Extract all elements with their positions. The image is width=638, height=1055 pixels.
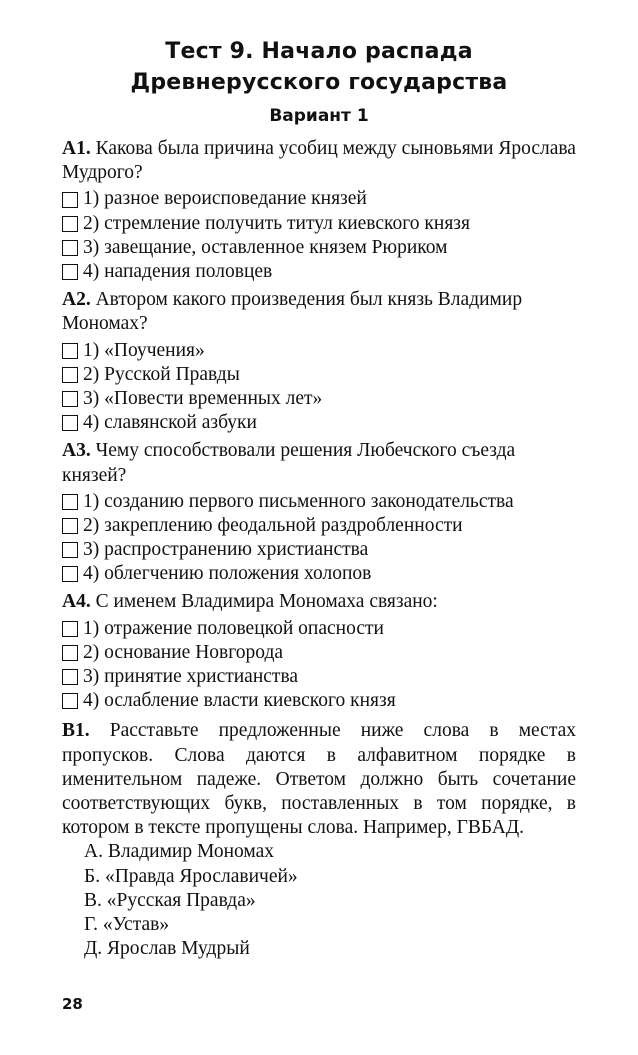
question-number: А3. (62, 440, 91, 462)
checkbox[interactable] (62, 669, 78, 685)
answer-option[interactable] (62, 514, 576, 538)
question-number: В1. (62, 720, 90, 742)
question-text (62, 590, 576, 614)
option-label: 4) ослабление власти киевского князя (83, 690, 396, 712)
question-b1 (62, 719, 576, 840)
checkbox[interactable] (62, 216, 78, 232)
test-title (0, 36, 638, 98)
answer-option[interactable] (62, 212, 576, 236)
question-number: А1. (62, 138, 91, 159)
option-label: 1) созданию первого письменного законодательства (83, 490, 514, 512)
variant-heading: Вариант 1 (269, 106, 369, 126)
question-a3 (62, 439, 576, 586)
list-item: Б. «Правда Ярославичей» (84, 865, 298, 887)
answer-option[interactable] (62, 665, 576, 689)
checkbox[interactable] (62, 264, 78, 280)
checkbox[interactable] (62, 192, 78, 208)
checkbox[interactable] (62, 240, 78, 256)
question-number: А4. (62, 591, 91, 613)
question-text (62, 137, 576, 185)
list-item: А. Владимир Мономах (84, 841, 275, 863)
option-label: 4) облегчению положения холопов (83, 563, 372, 585)
question-prompt: Расставьте предложенные ниже слова в местах пропусков. Слова даются в алфавитном порядке в именительном падеже. Ответом должно быть сочетание соответствующих букв, поставленных в том порядке, в котором в тексте пропущены слова. Например, ГВБАД. (62, 720, 577, 839)
question-prompt: Автором какого произведения был князь Владимир Мономах? (62, 289, 523, 335)
checkbox[interactable] (62, 566, 78, 582)
answer-option[interactable] (62, 411, 576, 435)
question-a1 (62, 137, 576, 284)
answer-option[interactable] (62, 363, 576, 387)
question-a4 (62, 590, 576, 713)
list-item: Д. Ярослав Мудрый (84, 938, 250, 960)
answer-option[interactable] (62, 236, 576, 260)
title-line-1: Тест 9. Начало распада (165, 39, 473, 64)
answer-option[interactable] (62, 562, 576, 586)
option-label: 4) нападения половцев (83, 260, 273, 282)
test-content (62, 137, 576, 961)
option-label: 3) распространению христианства (83, 539, 369, 561)
question-prompt: С именем Владимира Мономаха связано: (95, 591, 438, 613)
option-label: 4) славянской азбуки (83, 412, 257, 434)
list-item: В. «Русская Правда» (84, 889, 256, 911)
checkbox[interactable] (62, 542, 78, 558)
option-label: 1) отражение половецкой опасности (83, 617, 384, 639)
checkbox[interactable] (62, 693, 78, 709)
answer-option[interactable] (62, 387, 576, 411)
question-text (62, 288, 576, 336)
checkbox[interactable] (62, 415, 78, 431)
answer-option[interactable] (62, 641, 576, 665)
question-a2 (62, 288, 576, 435)
option-label: 3) завещание, оставленное князем Рюриком (83, 236, 448, 258)
answer-option[interactable] (62, 689, 576, 713)
checkbox[interactable] (62, 518, 78, 534)
option-label: 3) принятие христианства (83, 666, 299, 688)
option-label: 2) основание Новгорода (83, 641, 284, 663)
answer-option[interactable] (62, 339, 576, 363)
page-number: 28 (62, 995, 83, 1013)
checkbox[interactable] (62, 367, 78, 383)
question-prompt: Какова была причина усобиц между сыновьями Ярослава Мудрого? (62, 138, 576, 184)
title-line-2: Древнерусского государства (130, 70, 508, 95)
option-label: 2) Русской Правды (83, 363, 240, 385)
checkbox[interactable] (62, 343, 78, 359)
option-label: 1) разное вероисповедание князей (83, 188, 367, 210)
checkbox[interactable] (62, 645, 78, 661)
answer-option[interactable] (62, 187, 576, 211)
answer-option[interactable] (62, 490, 576, 514)
checkbox[interactable] (62, 391, 78, 407)
checkbox[interactable] (62, 494, 78, 510)
answer-option[interactable] (62, 260, 576, 284)
question-prompt: Чему способствовали решения Любечского съезда князей? (62, 440, 516, 486)
answer-option[interactable] (62, 538, 576, 562)
list-item: Г. «Устав» (84, 914, 170, 935)
question-text (62, 439, 576, 487)
option-label: 2) стремление получить титул киевского князя (83, 212, 470, 234)
answer-option[interactable] (62, 617, 576, 641)
option-label: 2) закреплению феодальной раздробленности (83, 514, 463, 536)
option-label: 1) «Поучения» (83, 339, 205, 361)
option-label: 3) «Повести временных лет» (83, 387, 323, 409)
word-list (84, 840, 576, 961)
question-number: А2. (62, 289, 91, 311)
checkbox[interactable] (62, 621, 78, 637)
